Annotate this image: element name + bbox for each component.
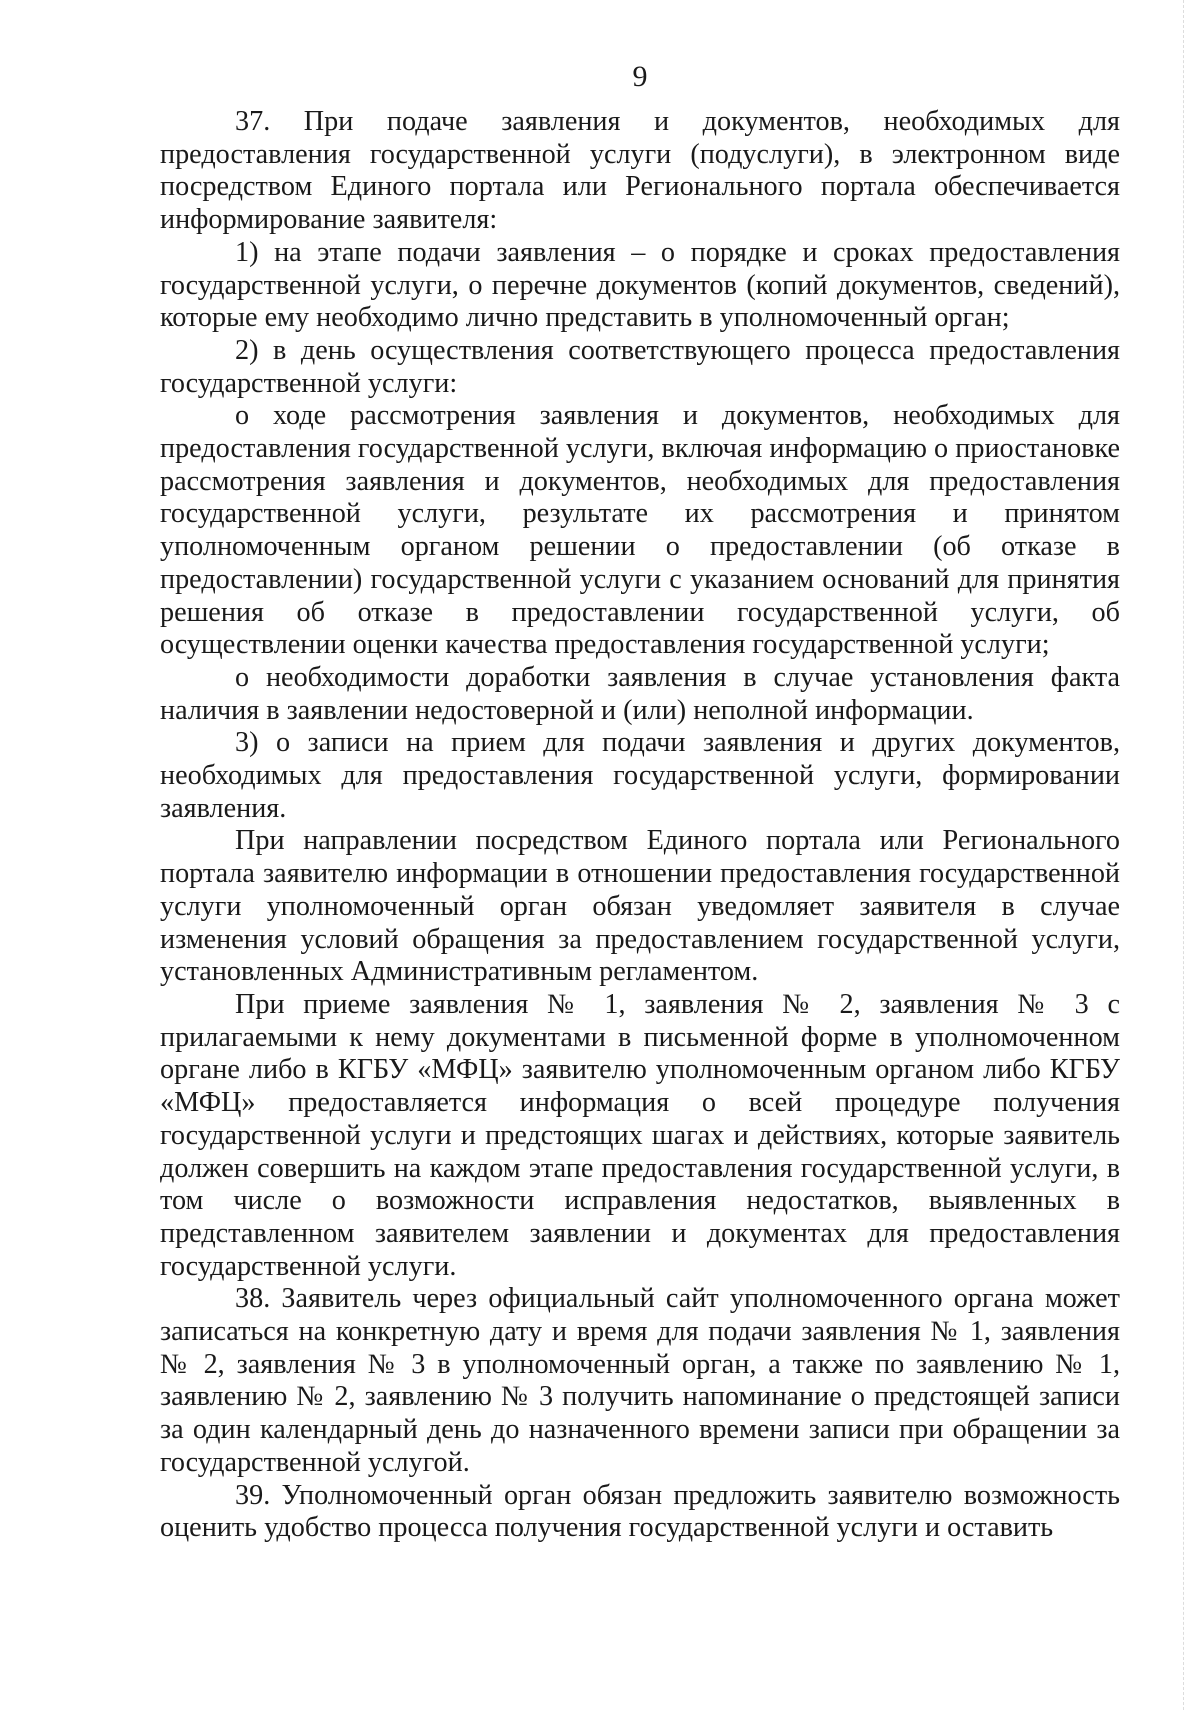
paragraph-37-item-2-revision: о необходимости доработки заявления в случае установления факта наличия в заявлении недостоверной и (или) неполной информации. [160, 661, 1120, 726]
paragraph-37-item-3: 3) о записи на прием для подачи заявления и других документов, необходимых для предоставления государственной услуги, формировании заявления. [160, 727, 1120, 824]
paragraph-39: 39. Уполномоченный орган обязан предложить заявителю возможность оценить удобство процесса получения государственной услуги и оставить [160, 1479, 1120, 1544]
paragraph-reception-info: При приеме заявления № 1, заявления № 2, заявления № 3 с прилагаемыми к нему документами в письменной форме в уполномоченном органе либо в КГБУ «МФЦ» заявителю уполномоченным органом либо КГБУ «МФЦ» предоставляется информация о всей процедуре получения государственной услуги и предстоящих шагах и действиях, которые заявитель должен совершить на каждом этапе предоставления государственной услуги, в том числе о возможности исправления недостатков, выявленных в представленном заявителем заявлении и документах для предоставления государственной услуги. [160, 988, 1120, 1282]
paragraph-portal-notification: При направлении посредством Единого портала или Регионального портала заявителю информации в отношении предоставления государственной услуги уполномоченный орган обязан уведомляет заявителя в случае изменения условий обращения за предоставлением государственной услуги, установленных Административным регламентом. [160, 825, 1120, 988]
page-number: 9 [632, 60, 648, 93]
paragraph-37-item-2: 2) в день осуществления соответствующего процесса предоставления государственной услуги: [160, 334, 1120, 399]
paragraph-38: 38. Заявитель через официальный сайт уполномоченного органа может записаться на конкретную дату и время для подачи заявления № 1, заявления № 2, заявления № 3 в уполномоченный орган, а также по заявлению № 1, заявлению № 2, заявлению № 3 получить напоминание о предстоящей записи за один календарный день до назначенного времени записи при обращении за государственной услугой. [160, 1283, 1120, 1478]
paragraph-37: 37. При подаче заявления и документов, необходимых для предоставления государственной услуги (подуслуги), в электронном виде посредством Единого портала или Регионального портала обеспечивается информирование заявителя: [160, 106, 1120, 236]
scan-edge-divider [1182, 0, 1184, 1710]
paragraph-37-item-2-progress: о ходе рассмотрения заявления и документов, необходимых для предоставления государственной услуги, включая информацию о приостановке рассмотрения заявления и документов, необходимых для предоставления государственной услуги, результате их рассмотрения и принятом уполномоченным органом решении о предоставлении (об отказе в предоставлении) государственной услуги с указанием оснований для принятия решения об отказе в предоставлении государственной услуги, об осуществлении оценки качества предоставления государственной услуги; [160, 400, 1120, 661]
paragraph-37-item-1: 1) на этапе подачи заявления – о порядке и сроках предоставления государственной услуги, о перечне документов (копий документов, сведений), которые ему необходимо лично представить в уполномоченный орган; [160, 236, 1120, 334]
document-body [160, 106, 1120, 1545]
